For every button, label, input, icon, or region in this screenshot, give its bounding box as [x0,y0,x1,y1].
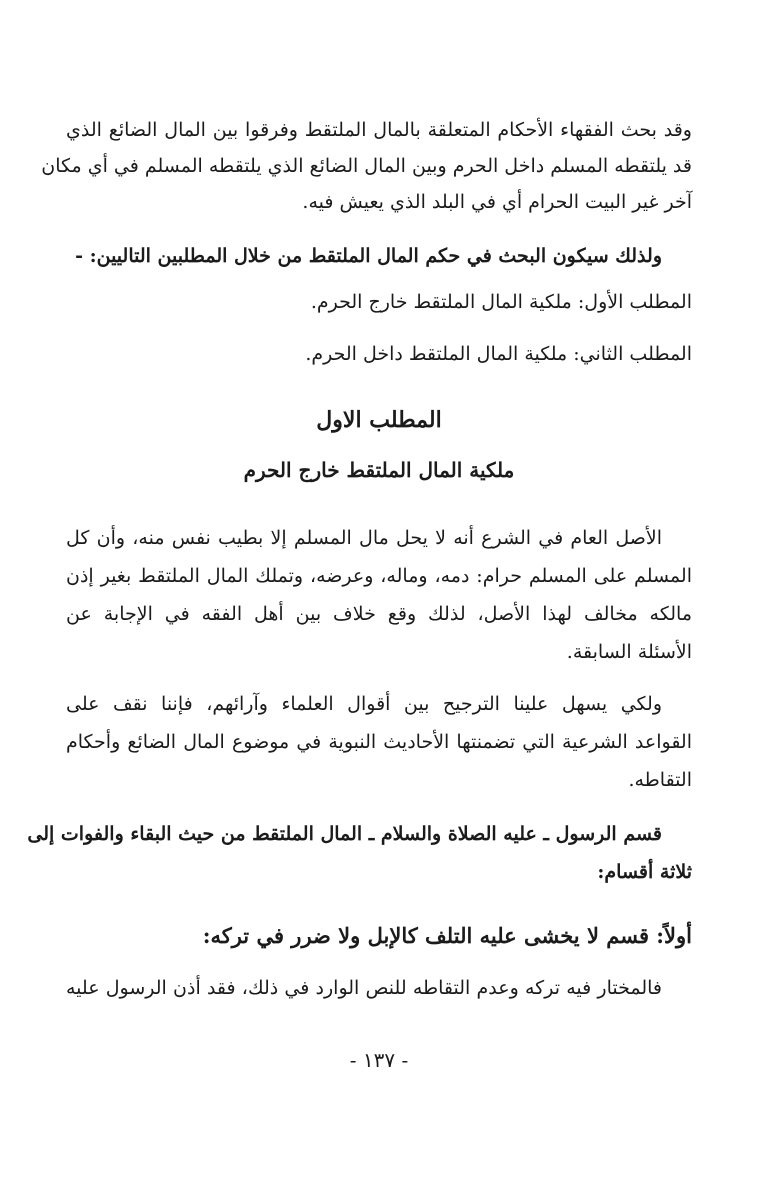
page-number: - ١٣٧ - [349,1048,409,1072]
paragraph-1-line-2: قد يلتقطه المسلم داخل الحرم وبين المال الضائع الذي يلتقطه المسلم في أي مكان [41,155,692,177]
paragraph-3-line-3: مالكه مخالف لهذا الأصل، لذلك وقع خلاف بين أهل الفقه في الإجابة عن [66,603,692,625]
section-title: المطلب الاول [316,407,442,433]
list-item-1: المطلب الأول: ملكية المال الملتقط خارج الحرم. [310,291,692,313]
first-category-heading: أولاً: قسم لا يخشى عليه التلف كالإبل ولا ضرر في تركه: [202,923,692,948]
paragraph-3-line-1: الأصل العام في الشرع أنه لا يحل مال المسلم إلا بطيب نفس منه، وأن كل [66,527,662,549]
paragraph-4-line-3: التقاطه. [628,769,692,791]
paragraph-1-line-3: آخر غير البيت الحرام أي في البلد الذي يعيش فيه. [302,191,692,213]
paragraph-5-line-2: ثلاثة أقسام: [597,861,692,883]
paragraph-1-line-1: وقد بحث الفقهاء الأحكام المتعلقة بالمال الملتقط وفرقوا بين المال الضائع الذي [66,119,692,141]
paragraph-2: ولذلك سيكون البحث في حكم المال الملتقط من خلال المطلبين التاليين: - [75,245,662,267]
paragraph-3-line-2: المسلم على المسلم حرام: دمه، وماله، وعرضه، وتملك المال الملتقط بغير إذن [66,565,692,587]
paragraph-4-line-2: القواعد الشرعية التي تضمنتها الأحاديث النبوية في موضوع المال الضائع وأحكام [66,731,692,753]
paragraph-6: فالمختار فيه تركه وعدم التقاطه للنص الوارد في ذلك، فقد أذن الرسول عليه [66,977,662,999]
section-subtitle: ملكية المال الملتقط خارج الحرم [243,458,515,482]
paragraph-3-line-4: الأسئلة السابقة. [566,641,692,663]
list-item-2: المطلب الثاني: ملكية المال الملتقط داخل الحرم. [305,343,692,365]
paragraph-4-line-1: ولكي يسهل علينا الترجيح بين أقوال العلماء وآرائهم، فإننا نقف على [66,693,662,715]
paragraph-5-line-1: قسم الرسول ـ عليه الصلاة والسلام ـ المال الملتقط من حيث البقاء والفوات إلى [27,823,662,845]
